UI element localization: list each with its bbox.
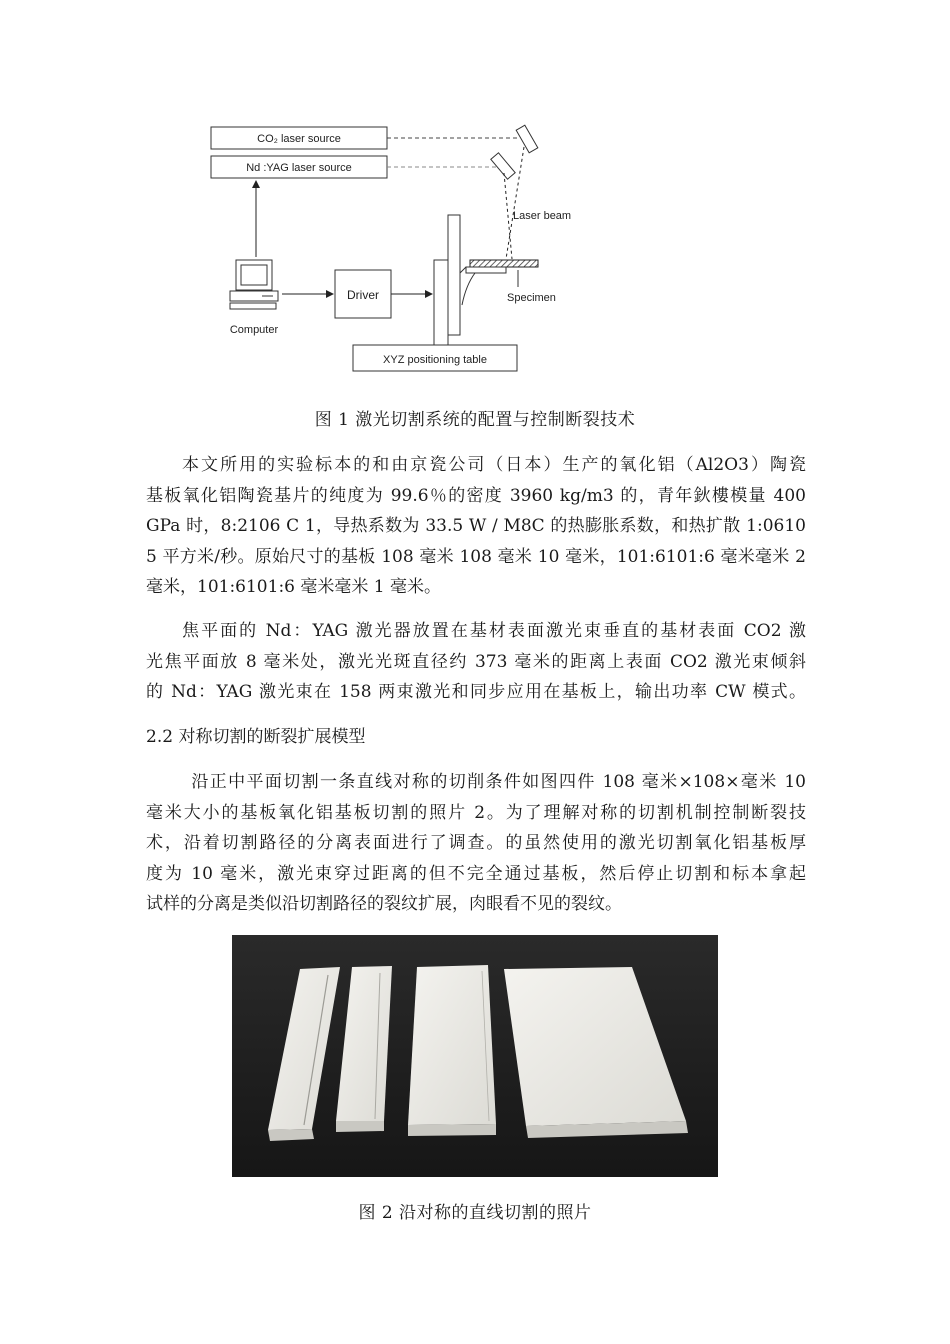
stand-column (448, 215, 460, 335)
section-heading: 2.2 对称切割的断裂扩展模型 (146, 727, 366, 747)
specimens-photo (232, 935, 718, 1177)
specimen-label: Specimen (507, 292, 556, 304)
paragraph-line: 基板氧化铝陶瓷基片的纯度为 99.6％的密度 3960 kg/m3 的，青年鈥樓模量 400 (146, 485, 806, 506)
driver-label: Driver (347, 288, 379, 302)
paragraph-line: 的 Nd：YAG 激光束在 158 两束激光和同步应用在基板上，输出功率 CW 模式。 (146, 682, 806, 702)
co2-source-label: CO₂ laser source (257, 133, 341, 145)
paragraph-line: 术，沿着切割路径的分离表面进行了调查。的虽然使用的激光切割氧化铝基板厚 (146, 833, 806, 853)
laser-beam-label: Laser beam (513, 210, 572, 222)
figure1-caption: 图 1 激光切割系统的配置与控制断裂技术 (314, 410, 636, 430)
paragraph-1 (146, 450, 806, 603)
ndyag-mirror-icon (491, 153, 515, 179)
co2-mirror-icon (516, 125, 538, 153)
xyz-table-label: XYZ positioning table (383, 354, 487, 366)
ndyag-source-label: Nd :YAG laser source (246, 162, 352, 174)
paragraph-line: 本文所用的实验标本的和由京瓷公司（日本）生产的氧化铝（Al2O3）陶瓷 (180, 455, 806, 475)
paragraph-line: GPa 时，8:2106 C 1，导热系数为 33.5 W / M8C 的热膨胀系数，和热扩散 1:0610 (146, 516, 806, 536)
paragraph-line: 度为 10 毫米，激光束穿过距离的但不完全通过基板，然后停止切割和标本拿起 (146, 863, 806, 884)
paragraph-line: 毫米，101:6101:6 毫米毫米 1 毫米。 (146, 577, 442, 597)
figure2-caption: 图 2 沿对称的直线切割的照片 (358, 1203, 592, 1223)
paragraph-line: 光焦平面放 8 毫米处，激光光斑直径约 373 毫米的距离上表面 CO2 激光束倾斜 (146, 651, 806, 672)
computer-icon (230, 260, 278, 309)
computer-label: Computer (229, 324, 279, 336)
paragraph-3 (146, 767, 806, 920)
paragraph-line: 沿正中平面切割一条直线对称的切削条件如图四件 108 毫米×108×毫米 10 (190, 772, 806, 792)
paragraph-line: 焦平面的 Nd：YAG 激光器放置在基材表面激光束垂直的基材表面 CO2 激 (180, 621, 806, 641)
laser-system-diagram (200, 115, 600, 380)
specimen-bar (470, 260, 538, 267)
paragraph-line: 毫米大小的基板氧化铝基板切割的照片 2。为了理解对称的切割机制控制断裂技 (146, 802, 806, 823)
paragraph-line: 5 平方米/秒。原始尺寸的基板 108 毫米 108 毫米 10 毫米，101:6101:6 毫米毫米 2 (146, 546, 806, 567)
specimen-strip-3 (408, 965, 496, 1136)
paragraph-2 (146, 616, 806, 708)
paragraph-line: 试样的分离是类似沿切割路径的裂纹扩展，肉眼看不见的裂纹。 (146, 894, 622, 914)
